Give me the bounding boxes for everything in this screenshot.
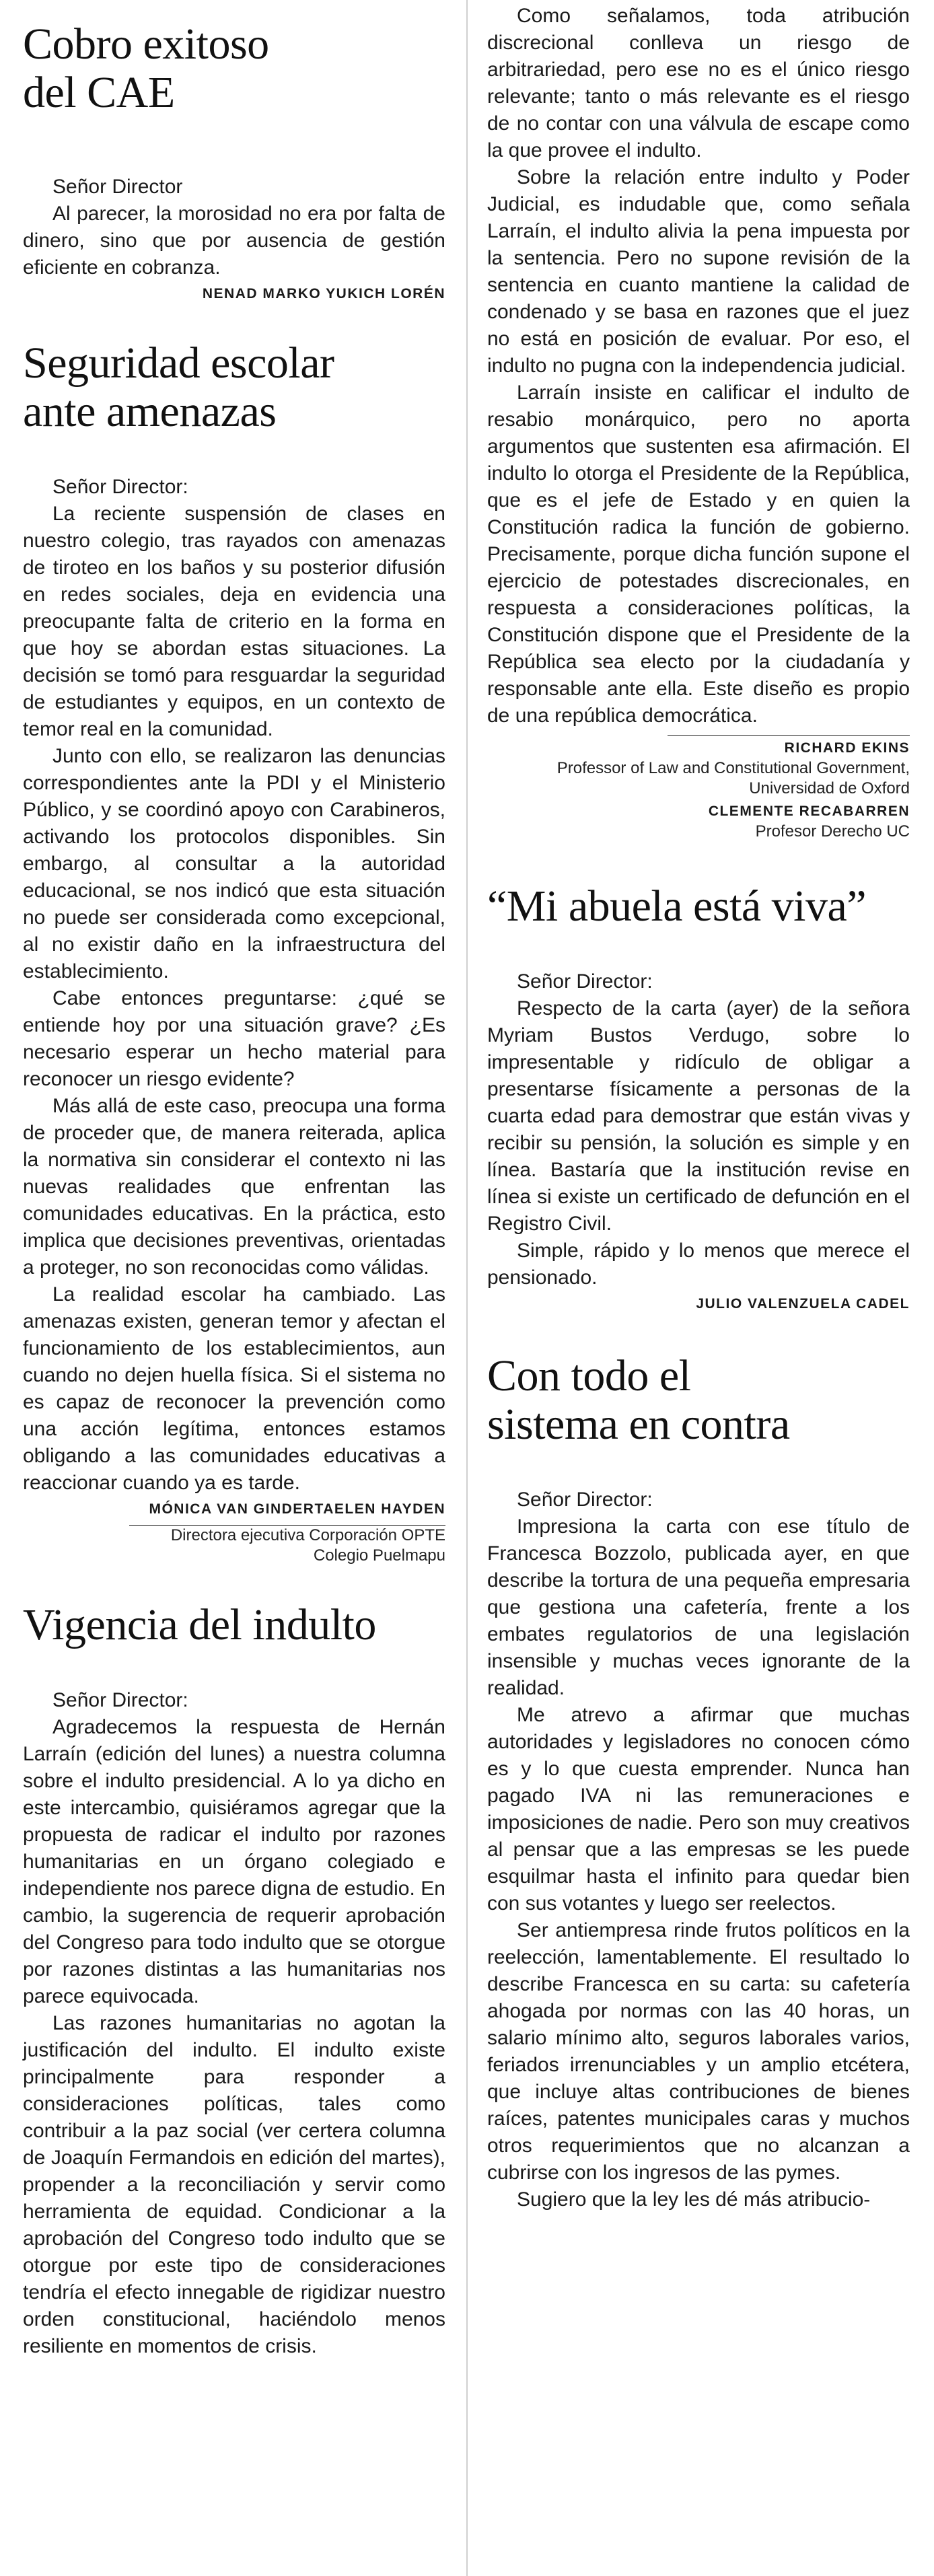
signature-rule xyxy=(668,735,910,736)
paragraph: Agradecemos la respuesta de Hernán Larraín (edición del lunes) a nuestra columna sobre el indulto presidencial. A lo ya dicho en este intercambio, quisiéramos agregar que la propuesta de radicar el indulto por razones humanitarias en un órgano colegiado e independiente nos parece digna de estudio. En cambio, la sugerencia de requerir aprobación del Congreso para todo indulto que se otorgue por razones distintas a las humanitarias nos parece equivocada. xyxy=(23,1716,445,2007)
paragraph: Cabe entonces preguntarse: ¿qué se entiende hoy por una situación grave? ¿Es necesario esperar un hecho material para reconocer un riesgo evidente? xyxy=(23,987,445,1090)
paragraph: Simple, rápido y lo menos que merece el pensionado. xyxy=(487,1240,910,1289)
paragraph: Sugiero que la ley les dé más atribucio- xyxy=(517,2188,871,2211)
signature-block xyxy=(23,1499,445,1566)
signature-name: RICHARD EKINS xyxy=(784,740,910,756)
signature-name: NENAD MARKO YUKICH LORÉN xyxy=(202,286,445,301)
headline-line: Con todo el xyxy=(487,1351,691,1400)
left-column xyxy=(23,0,445,2360)
paragraph: Ser antiempresa rinde frutos políticos en la reelección, lamentablemente. El resultado lo describe Francesca en su carta: su cafetería ahogada por normas con las 40 horas, un salario mínimo alto, seguros laborales varios, feriados irrenunciables y un amplio etcétera, que incluye altas contribuciones de bienes raíces, patentes municipales caras y muchos otros requerimientos que no alcanzan a cubrirse con los ingresos de las pymes. xyxy=(487,1919,910,2184)
signature-affiliation: Universidad de Oxford xyxy=(749,779,910,797)
paragraph: La reciente suspensión de clases en nuestro colegio, tras rayados con amenazas de tiroteo en los baños y su posterior difusión en redes sociales, deja en evidencia una preocupante falta de criterio en la forma en que hoy se abordan estas situaciones. La decisión se tomó para resguardar la seguridad de estudiantes y equipos, en un contexto de temor real en la comunidad. xyxy=(23,503,445,740)
letter-seguridad xyxy=(23,339,445,1566)
salutation: Señor Director: xyxy=(52,476,188,498)
paragraph: Respecto de la carta (ayer) de la señora Myriam Bustos Verdugo, sobre lo impresentable y ridículo de obligar a presentarse físicamente a personas de la cuarta edad para demostrar que están vivas y recibir su pensión, la solución es simple y en línea. Bastaría que la institución revise en línea si existe un certificado de defunción en el Registro Civil. xyxy=(487,997,910,1235)
headline-line: Cobro exitoso xyxy=(23,20,269,69)
signature-name: CLEMENTE RECABARREN xyxy=(708,803,910,819)
salutation: Señor Director: xyxy=(52,1689,188,1711)
headline-abuela: “Mi abuela está viva” xyxy=(487,882,867,931)
headline-line: del CAE xyxy=(23,68,175,117)
letter-body xyxy=(23,1687,445,2360)
paragraph: Como señalamos, toda atribución discrecional conlleva un riesgo de arbitrariedad, pero ese no es el único riesgo relevante; tanto o más relevante es el riesgo de no contar con una válvula de escape como la que provee el indulto. xyxy=(487,5,910,162)
headline-line: sistema en contra xyxy=(487,1400,790,1449)
paragraph: Al parecer, la morosidad no era por falta de dinero, sino que por ausencia de gestión eficiente en cobranza. xyxy=(23,203,445,279)
letter-contra xyxy=(487,1352,910,2213)
signature-block xyxy=(487,1294,910,1314)
paragraph: Más allá de este caso, preocupa una forma de proceder que, de manera reiterada, aplica la normativa sin considerar el contexto ni las nuevas realidades que enfrentan las comunidades educativas. En la práctica, esto implica que decisiones preventivas, orientadas a proteger, no son reconocidas como válidas. xyxy=(23,1095,445,1279)
column-divider xyxy=(466,0,468,2576)
letter-indulto-continued xyxy=(487,3,910,842)
headline-contra xyxy=(487,1352,910,1449)
headline-seguridad xyxy=(23,339,445,436)
signature-name: MÓNICA VAN GINDERTAELEN HAYDEN xyxy=(149,1501,445,1517)
headline-line: Seguridad escolar xyxy=(23,338,334,388)
right-column xyxy=(487,0,910,2213)
paragraph: Larraín insiste en calificar el indulto de resabio monárquico, pero no aporta argumentos que sustenten esa afirmación. El indulto lo otorga el Presidente de la República, que es el jefe de Estado y en quien la Constitución radica la función de gobierno. Precisamente, porque dicha función supone el ejercicio de potestades discrecionales, en respuesta a consideraciones políticas, la Constitución dispone que el Presidente de la República sea electo por la ciudadanía y responsable ante ella. Este diseño es propio de una república democrática. xyxy=(487,382,910,727)
headline-cae xyxy=(23,20,445,117)
paragraph: Impresiona la carta con ese título de Francesca Bozzolo, publicada ayer, en que describe la tortura de una pequeña empresaria que gestiona una cafetería, frente a los embates regulatorios de una legislación insensible y muchas veces ignorante de la realidad. xyxy=(487,1515,910,1699)
paragraph: Junto con ello, se realizaron las denuncias correspondientes ante la PDI y el Ministerio Público, y se coordinó apoyo con Carabineros, activando los protocolos disponibles. Sin embargo, al consultar a la autoridad educacional, se nos indicó que esta situación no puede ser considerada como excepcional, al no existir daño en la infraestructura del establecimiento. xyxy=(23,745,445,982)
letter-body xyxy=(487,1487,910,2213)
signature-block xyxy=(23,284,445,304)
signature-name: JULIO VALENZUELA CADEL xyxy=(696,1296,910,1312)
letter-body xyxy=(23,174,445,281)
headline-line: ante amenazas xyxy=(23,387,277,436)
headline-indulto: Vigencia del indulto xyxy=(23,1600,376,1649)
signature-affiliation: Colegio Puelmapu xyxy=(313,1546,445,1565)
paragraph: Sobre la relación entre indulto y Poder Judicial, es indudable que, como señala Larraín, el indulto alivia la pena impuesta por la sentencia. Pero no supone revisión de la sentencia en cuanto mantiene la calidad de condenado y se basa en razones que el juez no está en posición de evaluar. Por eso, el indulto no pugna con la independencia judicial. xyxy=(487,166,910,377)
salutation: Señor Director: xyxy=(517,970,653,993)
salutation: Señor Director: xyxy=(517,1489,653,1511)
signature-affiliation: Directora ejecutiva Corporación OPTE xyxy=(170,1526,445,1544)
letter-indulto xyxy=(23,1601,445,2360)
signature-affiliation: Professor of Law and Constitutional Government, xyxy=(556,759,910,777)
paragraph: Las razones humanitarias no agotan la justificación del indulto. El indulto existe principalmente para responder a consideraciones políticas, tales como contribuir a la paz social (ver certera columna de Joaquín Fermandois en edición del martes), propender a la reconciliación y servir como herramienta de equidad. Condicionar a la aprobación del Congreso todo indulto que se otorgue por este tipo de consideraciones tendría el efecto innegable de rigidizar nuestro orden constitucional, haciéndolo menos resiliente en momentos de crisis. xyxy=(23,2012,445,2357)
letter-body xyxy=(487,968,910,1291)
letter-body xyxy=(23,474,445,1497)
letter-abuela xyxy=(487,882,910,1314)
signature-affiliation: Profesor Derecho UC xyxy=(755,822,910,840)
paragraph: Me atrevo a afirmar que muchas autoridades y legisladores no conocen cómo es y lo que cuesta emprender. Nunca han pagado IVA ni las remuneraciones e imposiciones de nadie. Pero son muy creativos al pensar que a las empresas se les puede esquilmar hasta el infinito para quedar bien con sus votantes y luego ser reelectos. xyxy=(487,1704,910,1915)
salutation: Señor Director xyxy=(52,176,183,198)
letter-cae xyxy=(23,0,445,304)
paragraph: La realidad escolar ha cambiado. Las amenazas existen, generan temor y afectan el funcionamiento de los establecimientos, aun cuando no dejen huella física. Si el sistema no es capaz de reconocer la prevención como una acción legítima, entonces estamos obligando a las comunidades educativas a reaccionar cuando ya es tarde. xyxy=(23,1283,445,1494)
letter-body xyxy=(487,3,910,729)
signature-block xyxy=(487,735,910,842)
